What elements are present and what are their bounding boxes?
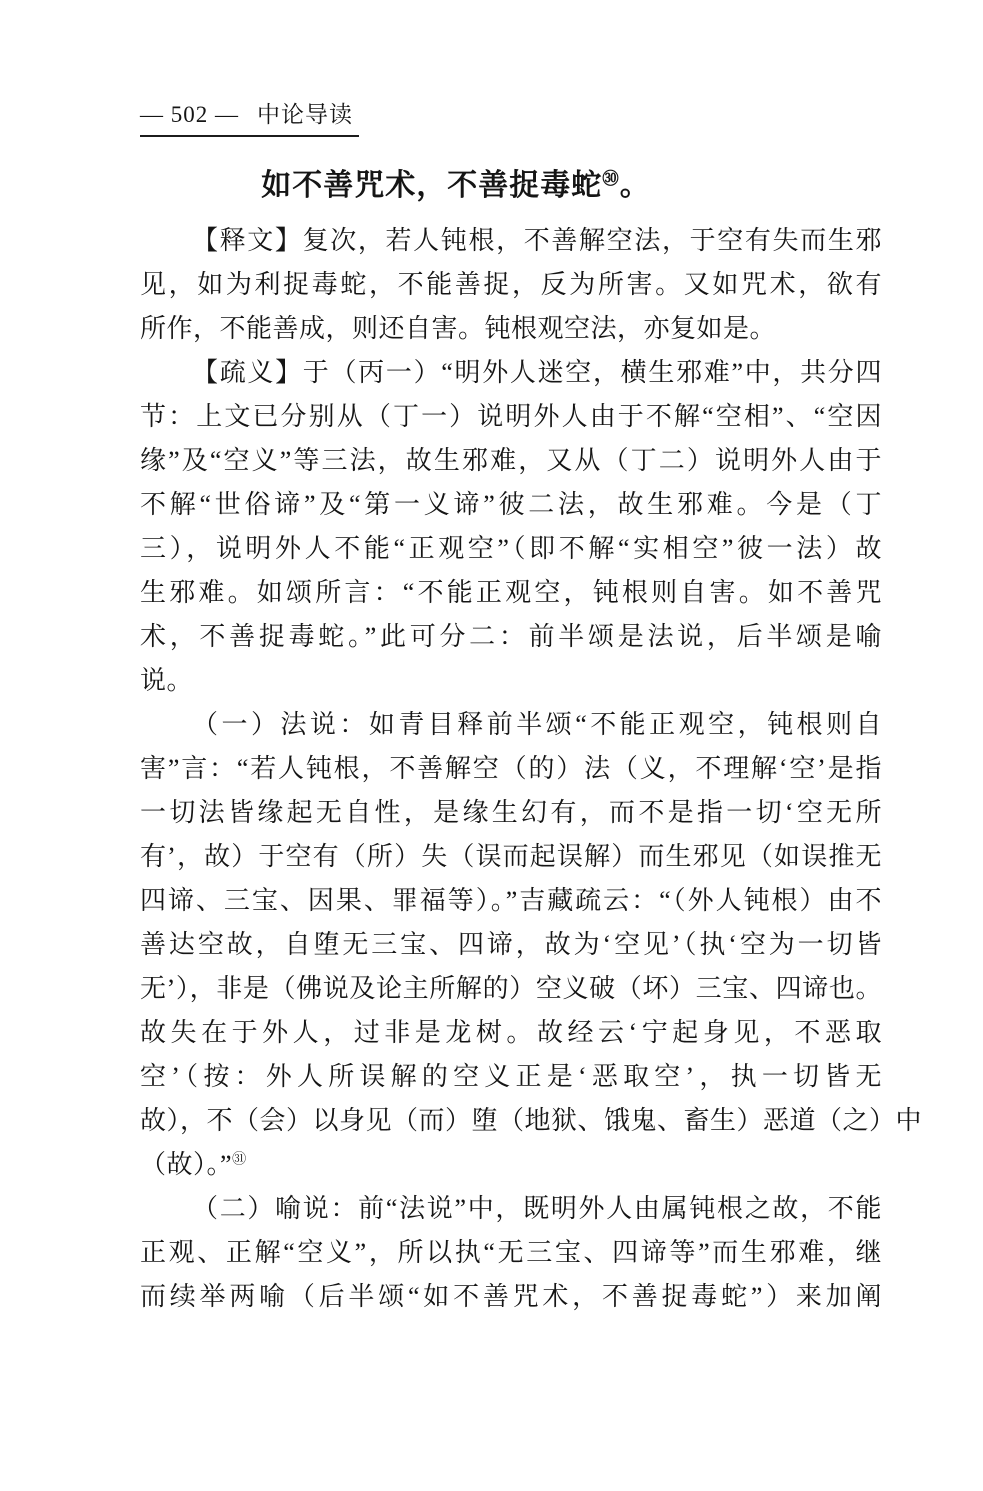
text-line <box>140 351 882 395</box>
text-line-content: 善达空故，自堕无三宝、四谛，故为‘空见’（执‘空为一切皆 <box>140 930 882 959</box>
shiwen-paragraph <box>140 219 882 351</box>
text-line-content: 四谛、三宝、因果、罪福等）。”吉藏疏云：“（外人钝根）由不 <box>140 886 882 915</box>
text-line <box>140 659 882 703</box>
text-line-content: 说。 <box>140 666 194 695</box>
verse-period: 。 <box>619 169 651 202</box>
text-line-content: 无’），非是（佛说及论主所解的）空义破（坏）三宝、四谛也。 <box>140 974 882 1003</box>
text-line-content: 故失在于外人，过非是龙树。故经云‘宁起身见，不恶取 <box>140 1018 882 1047</box>
text-line-content: 害”言：“若人钝根，不善解空（的）法（义，不理解‘空’是指 <box>140 754 882 783</box>
text-line-content: 生邪难。如颂所言：“不能正观空，钝根则自害。如不善咒 <box>140 578 882 607</box>
text-line-content: 所作，不能善成，则还自害。钝根观空法，亦复如是。 <box>140 314 777 343</box>
text-line <box>140 1187 882 1231</box>
text-line <box>140 483 882 527</box>
text-line <box>140 923 882 967</box>
footnote-ref: ㉛ <box>232 1151 247 1168</box>
text-line <box>140 395 882 439</box>
text-line-content: 一切法皆缘起无自性，是缘生幻有，而不是指一切‘空无所 <box>140 798 882 827</box>
text-line-content: 空’（按：外人所误解的空义正是‘恶取空’，执一切皆无 <box>140 1062 882 1091</box>
text-line <box>140 571 882 615</box>
text-line-content: 见，如为利捉毒蛇，不能善捉，反为所害。又如咒术，欲有 <box>140 270 882 299</box>
text-line <box>140 219 882 263</box>
text-line <box>140 967 882 1011</box>
text-line <box>140 615 882 659</box>
text-line-content: 术，不善捉毒蛇。”此可分二：前半颂是法说，后半颂是喻 <box>140 622 882 651</box>
text-line <box>140 1011 882 1055</box>
text-line-content: （故）。” <box>140 1150 233 1179</box>
text-line-content: 节：上文已分别从（丁一）说明外人由于不解“空相”、“空因 <box>140 402 882 431</box>
text-line-content: 有’，故）于空有（所）失（误而起误解）而生邪见（如误推无 <box>140 842 882 871</box>
text-line <box>140 1055 882 1099</box>
text-line-content: 故），不（会）以身见（而）堕（地狱、饿鬼、畜生）恶道（之）中 <box>140 1106 923 1135</box>
shuyi-paragraph <box>140 351 882 703</box>
text-line <box>140 307 882 351</box>
text-line-content: 【释文】复次，若人钝根，不善解空法，于空有失而生邪 <box>192 226 882 255</box>
text-line <box>140 1099 923 1143</box>
text-line <box>140 1231 882 1275</box>
yushuo-paragraph <box>140 1187 882 1319</box>
text-line-content: 而续举两喻（后半颂“如不善咒术，不善捉毒蛇”）来加阐 <box>140 1282 882 1311</box>
text-line <box>140 703 882 747</box>
verse-title <box>140 163 772 209</box>
text-line <box>140 1275 882 1319</box>
main-text-column <box>140 163 923 1319</box>
running-head <box>140 100 359 137</box>
text-line-content: 不解“世俗谛”及“第一义谛”彼二法，故生邪难。今是（丁 <box>140 490 882 519</box>
text-line-content: 缘”及“空义”等三法，故生邪难，又从（丁二）说明外人由于 <box>140 446 882 475</box>
text-line <box>140 439 882 483</box>
text-line-content: 正观、正解“空义”，所以执“无三宝、四谛等”而生邪难，继 <box>140 1238 882 1267</box>
text-line <box>140 1143 882 1187</box>
text-line <box>140 263 882 307</box>
book-title: 中论导读 <box>257 102 353 127</box>
text-line <box>140 527 882 571</box>
body-text <box>140 219 923 1319</box>
text-line-content: （二）喻说：前“法说”中，既明外人由属钝根之故，不能 <box>192 1194 882 1223</box>
fashuo-paragraph <box>140 703 923 1187</box>
verse-text: 如不善咒术，不善捉毒蛇 <box>261 169 603 202</box>
verse-footnote-ref: ㉚ <box>602 170 620 188</box>
page-number: — 502 — <box>140 102 239 127</box>
text-line <box>140 747 882 791</box>
text-line <box>140 835 882 879</box>
text-line-content: 三），说明外人不能“正观空”（即不解“实相空”彼一法）故 <box>140 534 882 563</box>
text-line <box>140 879 882 923</box>
text-line-content: （一）法说：如青目释前半颂“不能正观空，钝根则自 <box>192 710 882 739</box>
text-line-content: 【疏义】于（丙一）“明外人迷空，横生邪难”中，共分四 <box>192 358 882 387</box>
text-line <box>140 791 882 835</box>
